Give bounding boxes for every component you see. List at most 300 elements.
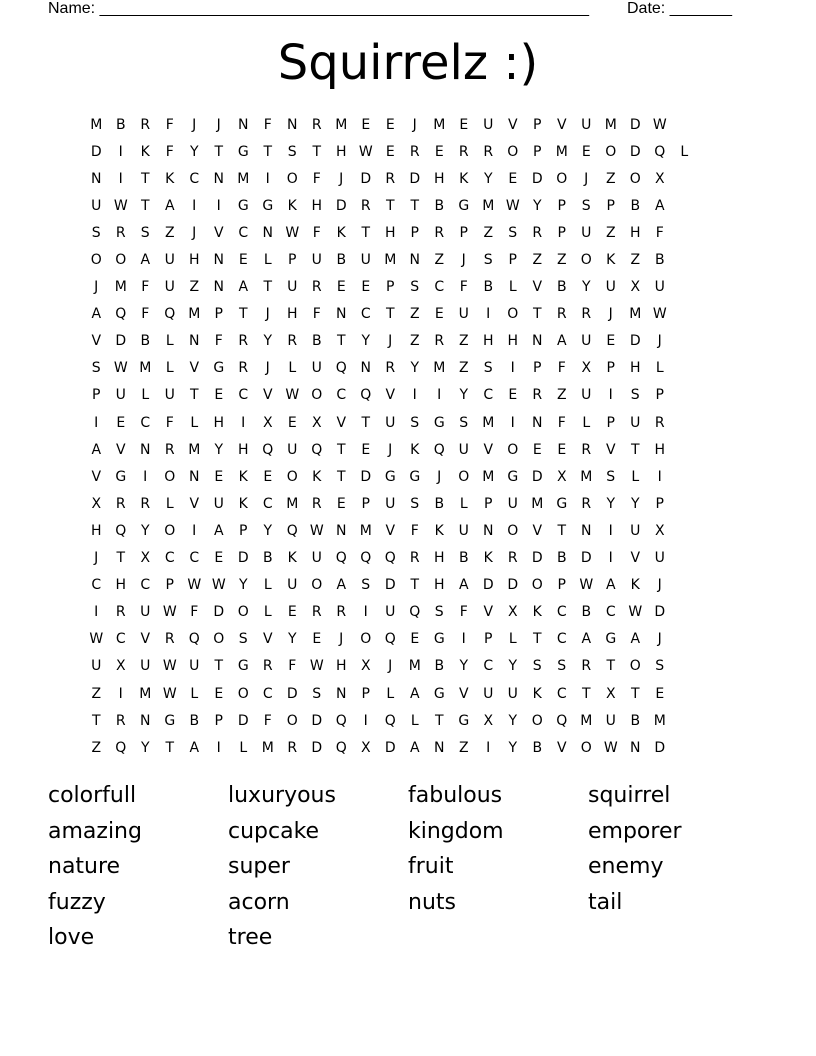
grid-letter: H [433,550,445,567]
grid-letter: S [91,224,101,241]
grid-letter: C [483,387,494,404]
grid-letter: T [238,306,248,323]
grid-letter: A [409,685,420,702]
grid-letter: B [115,116,126,133]
grid-letter: K [630,577,640,594]
grid-letter: S [91,360,101,377]
grid-letter: Z [556,387,567,404]
grid-letter: Y [459,658,469,675]
grid-letter: U [91,197,102,214]
grid-letter: O [213,631,225,648]
grid-letter: R [115,712,126,729]
grid-letter: O [164,468,176,485]
grid-letter: A [189,739,200,756]
grid-letter: Z [605,224,616,241]
grid-letter: R [238,333,249,350]
grid-letter: O [360,631,372,648]
name-field[interactable]: Name: _______________________________________________________ [48,0,589,17]
grid-letter: N [336,522,347,539]
grid-letter: I [216,197,221,214]
grid-letter: M [188,306,201,323]
grid-letter: K [238,468,248,485]
grid-letter: U [115,387,126,404]
grid-row [84,463,732,490]
grid-letter: B [434,495,445,512]
grid-letter: C [262,495,273,512]
grid-letter: J [265,360,270,377]
grid-letter: R [311,116,322,133]
grid-letter: U [385,414,396,431]
grid-letter: S [361,577,371,594]
grid-letter: D [335,197,347,214]
grid-letter: H [237,441,249,458]
grid-letter: G [605,631,617,648]
grid-letter: W [162,658,177,675]
grid-letter: U [630,522,641,539]
grid-letter: W [89,631,104,648]
grid-letter: C [115,631,126,648]
grid-letter: I [241,414,246,431]
grid-letter: M [335,116,348,133]
grid-letter: I [437,387,442,404]
grid-letter: H [507,333,519,350]
grid-letter: C [189,170,200,187]
grid-letter: P [410,224,419,241]
grid-letter: F [312,306,321,323]
word-list-item: fuzzy [48,889,106,915]
grid-letter: Q [335,360,347,377]
grid-letter: Q [384,631,396,648]
grid-letter: Y [263,333,273,350]
grid-letter: F [459,279,468,296]
grid-letter: O [507,522,519,539]
grid-letter: E [287,414,297,431]
grid-letter: Q [384,712,396,729]
grid-letter: W [603,739,618,756]
header [48,0,768,20]
grid-row [84,545,732,572]
grid-letter: V [140,631,151,648]
grid-letter: E [214,468,224,485]
grid-letter: S [238,631,248,648]
word-list-item: nuts [408,889,456,915]
grid-letter: V [507,116,518,133]
grid-letter: W [162,685,177,702]
grid-letter: Z [91,685,102,702]
grid-letter: R [409,143,420,160]
grid-letter: X [262,414,273,431]
grid-letter: P [484,631,493,648]
grid-letter: F [263,116,272,133]
grid-letter: U [164,387,175,404]
grid-letter: C [483,658,494,675]
grid-letter: R [581,658,592,675]
grid-letter: N [140,441,151,458]
date-field[interactable]: Date: _______ [627,0,732,17]
grid-letter: R [115,604,126,621]
grid-letter: V [532,279,543,296]
grid-letter: F [165,116,174,133]
grid-letter: X [654,170,665,187]
grid-letter: R [581,306,592,323]
grid-letter: O [311,577,323,594]
grid-letter: Q [433,441,445,458]
grid-letter: O [531,712,543,729]
grid-letter: W [579,577,594,594]
grid-letter: A [556,333,567,350]
grid-letter: H [90,522,102,539]
grid-letter: W [113,360,128,377]
grid-letter: I [486,739,491,756]
grid-row [84,734,732,761]
grid-letter: L [288,360,297,377]
grid-row [84,328,732,355]
grid-letter: E [410,631,420,648]
grid-letter: O [507,441,519,458]
grid-letter: W [162,604,177,621]
grid-letter: M [90,116,103,133]
grid-letter: M [359,522,372,539]
grid-row [84,409,732,436]
grid-letter: M [433,360,446,377]
grid-letter: H [433,577,445,594]
grid-letter: D [360,468,372,485]
grid-letter: H [115,577,127,594]
grid-letter: E [557,441,567,458]
grid-letter: U [385,495,396,512]
grid-row [84,274,732,301]
grid-letter: U [213,495,224,512]
grid-letter: V [189,495,200,512]
grid-letter: E [116,414,126,431]
grid-letter: I [608,550,613,567]
grid-letter: L [263,577,272,594]
grid-letter: D [360,170,372,187]
grid-letter: E [336,495,346,512]
grid-letter: R [434,224,445,241]
grid-letter: Z [458,333,469,350]
grid-letter: O [458,468,470,485]
grid-letter: S [410,279,420,296]
grid-letter: M [482,468,495,485]
grid-letter: T [336,441,346,458]
grid-letter: B [654,252,665,269]
grid-letter: V [532,522,543,539]
grid-letter: L [263,604,272,621]
grid-letter: F [410,522,419,539]
grid-letter: Z [630,252,641,269]
grid-letter: S [532,658,542,675]
grid-letter: C [556,685,567,702]
grid-letter: K [459,170,469,187]
grid-row [84,436,732,463]
grid-letter: Z [164,224,175,241]
grid-letter: A [91,441,102,458]
grid-letter: U [507,495,518,512]
grid-letter: X [507,604,518,621]
grid-letter: W [187,577,202,594]
grid-letter: L [165,495,174,512]
grid-letter: J [192,116,197,133]
grid-letter: Y [189,143,199,160]
grid-letter: I [118,685,123,702]
grid-letter: U [458,522,469,539]
grid-letter: K [606,252,616,269]
grid-letter: F [459,604,468,621]
grid-letter: D [654,739,666,756]
grid-letter: P [361,495,370,512]
grid-letter: T [361,224,371,241]
grid-letter: X [605,685,616,702]
grid-letter: U [458,306,469,323]
grid-letter: R [311,604,322,621]
grid-letter: O [164,522,176,539]
grid-letter: T [140,170,150,187]
grid-letter: O [605,143,617,160]
grid-letter: B [140,333,151,350]
grid-letter: R [385,360,396,377]
grid-letter: L [680,143,689,160]
grid-letter: M [580,468,593,485]
grid-letter: P [606,414,615,431]
word-list-item: squirrel [588,783,671,808]
grid-letter: F [557,360,566,377]
word-list-item: super [228,854,290,879]
word-list-item: cupcake [228,818,320,844]
grid-letter: S [630,387,640,404]
grid-letter: U [483,116,494,133]
grid-letter: V [262,387,273,404]
grid-letter: M [604,116,617,133]
grid-letter: Q [311,441,323,458]
word-list-item: nature [48,854,121,879]
grid-letter: V [213,224,224,241]
word-list-item: fruit [408,854,454,879]
grid-letter: D [482,577,494,594]
word-list [48,778,768,956]
grid-letter: V [91,333,102,350]
grid-letter: N [360,360,371,377]
grid-letter: B [262,550,273,567]
grid-letter: L [165,333,174,350]
grid-letter: U [385,604,396,621]
grid-letter: X [556,468,567,485]
grid-letter: M [286,495,299,512]
grid-letter: U [581,224,592,241]
grid-letter: M [482,414,495,431]
grid-letter: U [164,252,175,269]
grid-letter: T [606,658,616,675]
grid-letter: Q [556,712,568,729]
grid-letter: H [384,224,396,241]
grid-letter: G [237,658,249,675]
grid-letter: R [532,224,543,241]
grid-letter: F [312,224,321,241]
grid-letter: V [556,116,567,133]
grid-letter: D [507,577,519,594]
grid-letter: Q [262,441,274,458]
grid-letter: S [581,197,591,214]
grid-letter: T [532,306,542,323]
grid-letter: J [584,170,589,187]
grid-letter: S [557,658,567,675]
grid-letter: J [461,252,466,269]
grid-letter: D [213,604,225,621]
grid-letter: K [165,170,175,187]
grid-letter: Q [115,522,127,539]
grid-letter: M [408,658,421,675]
grid-letter: R [360,197,371,214]
word-list-item: love [48,925,95,950]
grid-letter: M [237,170,250,187]
grid-letter: S [459,414,469,431]
grid-letter: C [164,550,175,567]
grid-letter: C [556,604,567,621]
grid-letter: R [409,550,420,567]
grid-letter: E [214,685,224,702]
grid-letter: Q [188,631,200,648]
grid-letter: I [118,170,123,187]
grid-row [84,572,732,599]
grid-letter: V [483,604,494,621]
grid-letter: O [629,658,641,675]
grid-letter: T [116,550,126,567]
grid-letter: D [629,333,641,350]
grid-letter: I [486,306,491,323]
grid-letter: U [140,658,151,675]
grid-letter: R [238,360,249,377]
grid-row [84,111,732,138]
letter-grid [84,111,732,761]
grid-letter: E [508,387,518,404]
grid-letter: O [286,170,298,187]
grid-letter: S [312,685,322,702]
grid-letter: T [434,712,444,729]
grid-letter: C [238,387,249,404]
grid-letter: G [507,468,519,485]
grid-letter: L [239,739,248,756]
grid-letter: Q [286,522,298,539]
grid-row [84,165,732,192]
grid-letter: P [533,360,542,377]
grid-letter: P [533,143,542,160]
grid-letter: P [459,224,468,241]
grid-letter: L [631,468,640,485]
grid-letter: L [508,631,517,648]
grid-letter: S [410,495,420,512]
grid-letter: C [91,577,102,594]
grid-letter: S [655,658,665,675]
grid-letter: B [483,279,494,296]
grid-letter: J [192,224,197,241]
grid-letter: S [508,224,518,241]
grid-letter: A [140,252,151,269]
grid-letter: U [287,441,298,458]
grid-letter: V [262,631,273,648]
grid-letter: F [141,306,150,323]
grid-letter: B [434,658,445,675]
grid-letter: Y [140,739,150,756]
grid-letter: P [165,577,174,594]
grid-letter: D [629,116,641,133]
grid-row [84,707,732,734]
grid-letter: Y [508,739,518,756]
grid-letter: R [140,495,151,512]
grid-letter: M [139,685,152,702]
grid-letter: Q [409,604,421,621]
grid-letter: S [287,143,297,160]
word-list-item: emporer [588,818,682,844]
grid-letter: Z [483,224,494,241]
grid-letter: J [265,306,270,323]
grid-letter: N [532,333,543,350]
grid-letter: O [237,685,249,702]
grid-letter: H [335,658,347,675]
grid-letter: U [654,550,665,567]
grid-letter: J [216,116,221,133]
page-title: Squirrelz :) [277,35,539,91]
grid-letter: M [261,739,274,756]
grid-letter: R [483,143,494,160]
grid-letter: P [92,387,101,404]
grid-letter: B [556,550,567,567]
grid-letter: J [412,116,417,133]
grid-letter: M [139,360,152,377]
grid-letter: W [285,224,300,241]
grid-letter: F [263,712,272,729]
grid-letter: R [262,658,273,675]
grid-letter: K [287,197,297,214]
grid-letter: T [385,197,395,214]
grid-letter: K [140,143,150,160]
grid-letter: X [91,495,102,512]
grid-letter: I [363,712,368,729]
grid-letter: O [286,468,298,485]
grid-letter: Z [91,739,102,756]
grid-letter: C [336,387,347,404]
grid-letter: S [410,414,420,431]
grid-letter: D [90,143,102,160]
grid-letter: S [483,360,493,377]
grid-letter: K [238,495,248,512]
grid-letter: U [360,252,371,269]
grid-letter: M [433,116,446,133]
grid-letter: T [165,739,175,756]
grid-letter: A [630,631,641,648]
grid-letter: T [263,143,273,160]
word-list-item: luxuryous [228,783,336,808]
grid-letter: Q [654,143,666,160]
grid-letter: C [140,414,151,431]
grid-letter: J [657,577,662,594]
grid-letter: W [309,658,324,675]
grid-letter: R [287,739,298,756]
grid-letter: K [287,550,297,567]
grid-letter: J [437,468,442,485]
grid-letter: G [556,495,568,512]
grid-letter: G [237,143,249,160]
grid-letter: N [140,712,151,729]
grid-letter: L [508,279,517,296]
grid-letter: G [164,712,176,729]
grid-letter: Y [410,360,420,377]
grid-letter: M [580,712,593,729]
grid-letter: U [458,441,469,458]
grid-letter: U [91,658,102,675]
grid-letter: I [608,522,613,539]
grid-letter: Z [532,252,543,269]
grid-letter: K [410,441,420,458]
